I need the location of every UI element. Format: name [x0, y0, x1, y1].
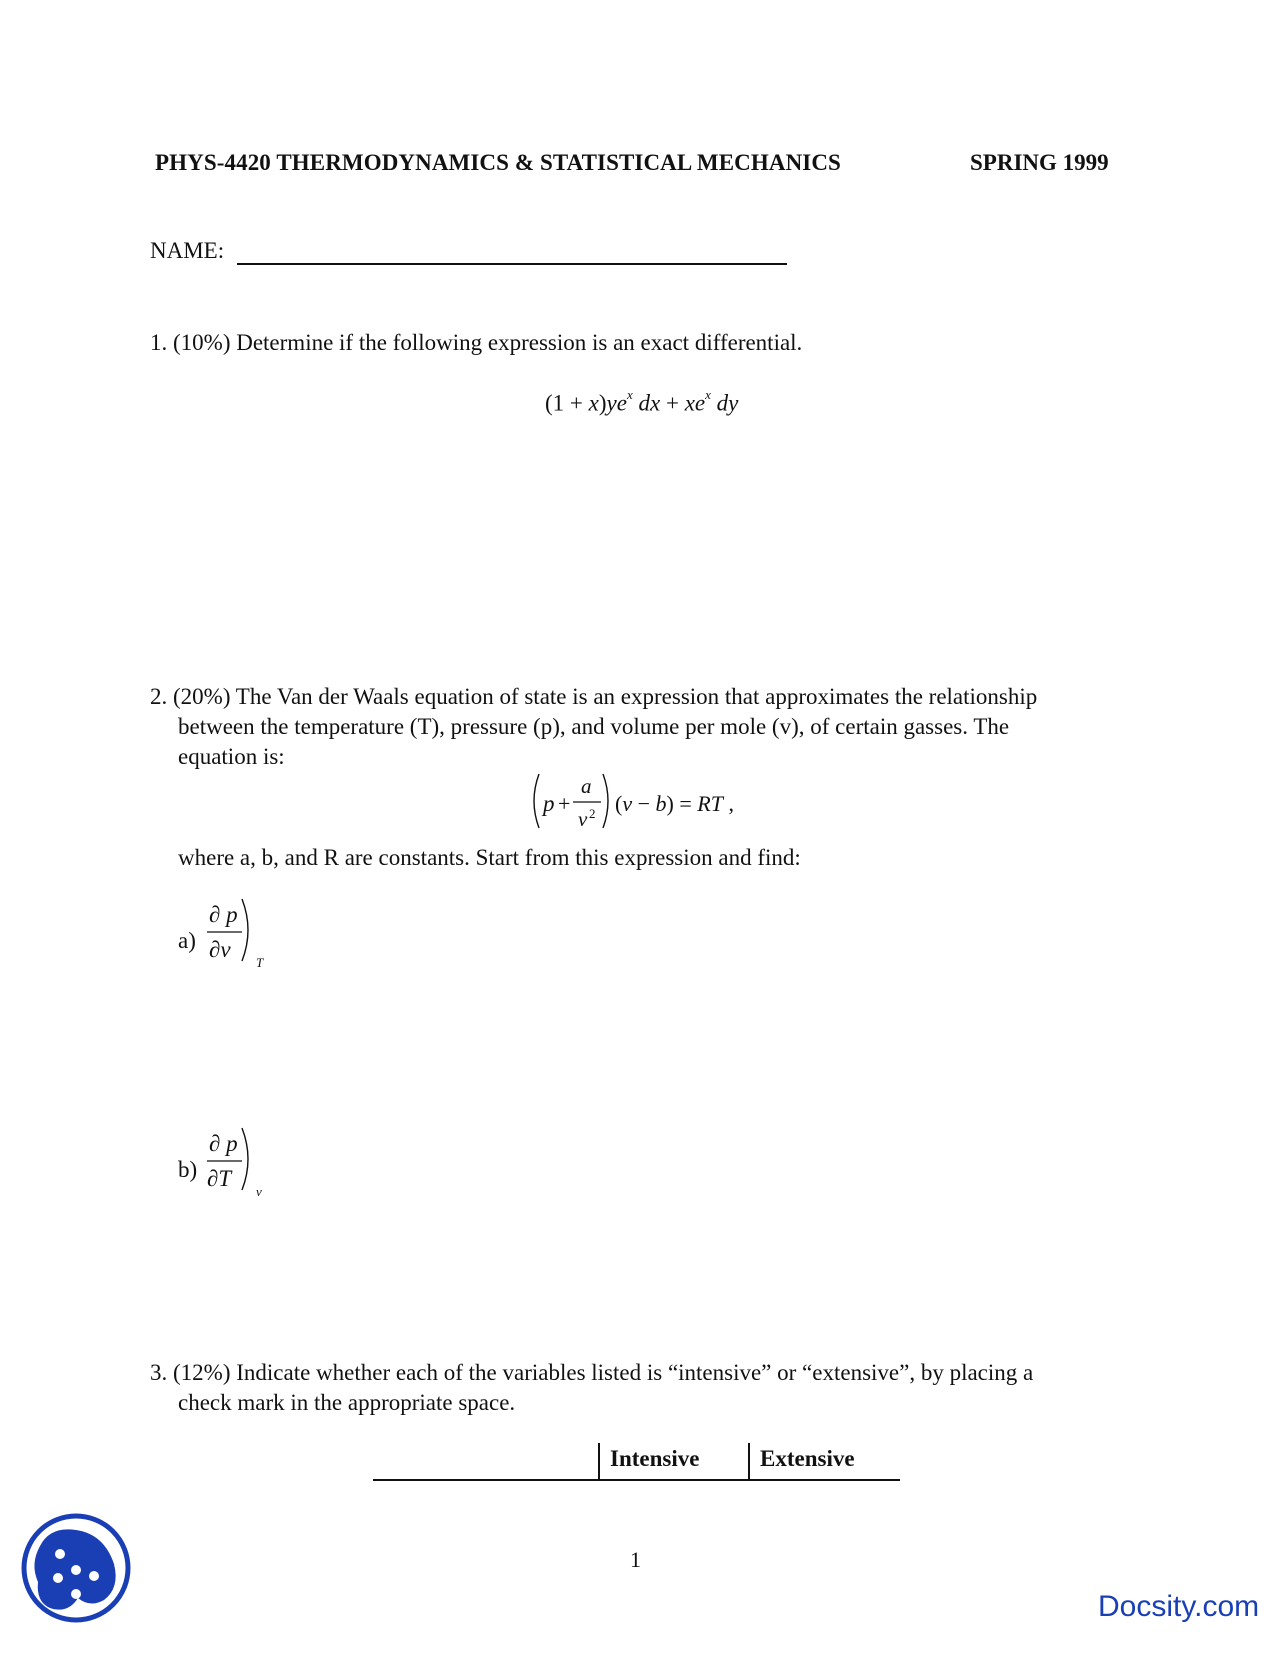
question-2-text [150, 682, 1037, 772]
svg-text:∂ p: ∂ p [209, 1131, 238, 1156]
svg-text:v: v [578, 807, 588, 831]
part-a-label: a) [178, 928, 196, 953]
svg-text:v: v [256, 1184, 262, 1198]
part-a-derivative [204, 895, 274, 967]
question-2-line-2: between the temperature (T), pressure (p), and volume per mole (v), of certain gasses. The [178, 714, 1010, 739]
docsity-logo-icon [20, 1512, 132, 1624]
svg-text:p: p [543, 791, 555, 816]
term-label: SPRING 1999 [970, 150, 1109, 175]
variables-table-header [373, 1443, 900, 1481]
svg-text:(v − b) = RT ,: (v − b) = RT , [615, 791, 734, 816]
svg-text:∂ p: ∂ p [209, 902, 238, 927]
name-label: NAME: [150, 238, 225, 263]
question-1-equation: $(1 + x)ye^x$ dx + $xe^x$ dy [545, 387, 739, 416]
question-2-followup: where a, b, and R are constants. Start from this expression and find: [178, 845, 801, 870]
question-3-line-1: 3. (12%) Indicate whether each of the variables listed is “intensive” or “extensive”, by placing a [150, 1360, 1034, 1385]
docsity-watermark: Docsity.com [1098, 1590, 1260, 1623]
svg-text:2: 2 [589, 806, 596, 821]
svg-text:a: a [581, 774, 592, 798]
intensive-column-header: Intensive [598, 1443, 699, 1479]
svg-text:∂v: ∂v [209, 937, 231, 962]
question-3-line-2: check mark in the appropriate space. [178, 1390, 516, 1415]
page-number: 1 [630, 1547, 641, 1572]
course-title: PHYS-4420 THERMODYNAMICS & STATISTICAL MECHANICS [155, 150, 841, 175]
part-b-label: b) [178, 1157, 198, 1182]
extensive-column-header: Extensive [748, 1443, 855, 1479]
question-1-text: 1. (10%) Determine if the following expression is an exact differential. [150, 330, 803, 355]
question-2-line-1: 2. (20%) The Van der Waals equation of state is an expression that approximates the relationship [150, 684, 1038, 709]
question-2-line-3: equation is: [178, 744, 285, 769]
part-b-derivative [204, 1124, 274, 1198]
svg-text:∂T: ∂T [207, 1166, 232, 1191]
question-2-equation [525, 770, 765, 832]
svg-text:+: + [558, 791, 571, 816]
svg-text:T: T [256, 955, 264, 967]
name-blank-line [237, 263, 787, 265]
question-3-text [150, 1358, 1033, 1418]
